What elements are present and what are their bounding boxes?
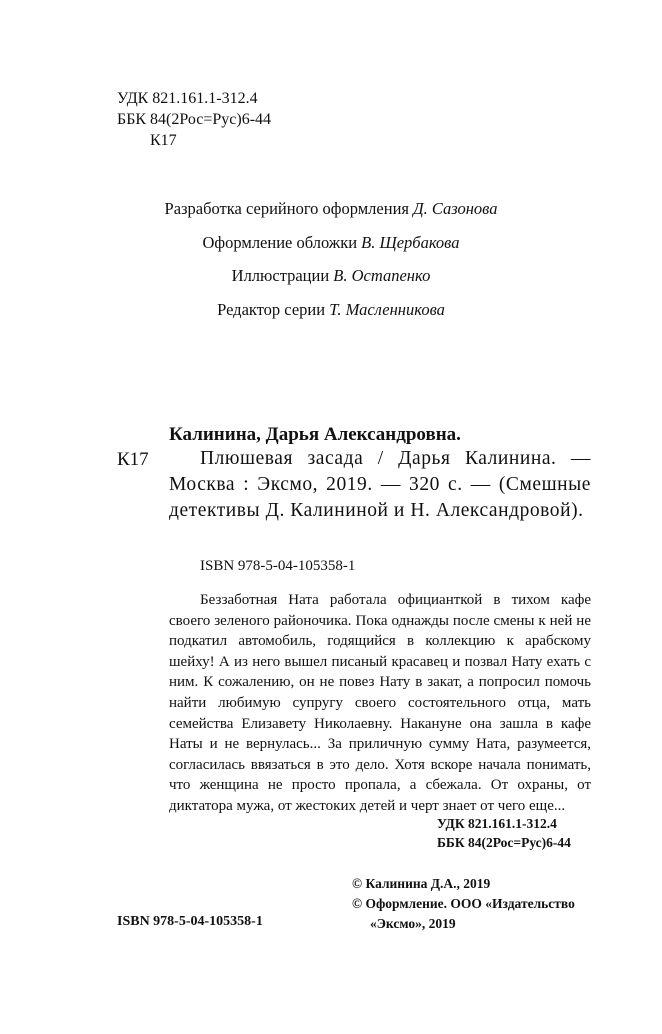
catalog-isbn: ISBN 978-5-04-105358-1 bbox=[200, 558, 356, 574]
credit-label: Оформление обложки bbox=[202, 233, 358, 252]
credit-name: Д. Сазонова bbox=[413, 199, 498, 218]
copyright-author: © Калинина Д.А., 2019 bbox=[352, 876, 491, 891]
catalog-author: Калинина, Дарья Александровна. bbox=[169, 424, 461, 445]
copyright-design-line2: «Эксмо», 2019 bbox=[370, 916, 456, 931]
footer-isbn: ISBN 978-5-04-105358-1 bbox=[117, 914, 263, 929]
annotation bbox=[169, 590, 591, 817]
credit-label: Редактор серии bbox=[217, 300, 326, 319]
annotation-text: Беззаботная Ната работала официанткой в тихом кафе своего зеленого районочика. Пока однажды после смены к ней не подкатил автомобиль, годящийся в коллекцию к арабскому шейху! А из него вышел писаный красавец и позвал Нату ехать с ним. К сожалению, он не повез Нату в закат, а попросил помочь найти любимую супругу своего состоятельного отца, мать семейства Елизавету Николаевну. Накануне она зашла в кафе Наты и не вернулась... За приличную сумму Ната, разумеется, согласилась ввязаться в это дело. Хотя вскоре начала понимать, что женщина не просто пропала, а сбежала. От охраны, от диктатора мужа, от жестоких детей и черт знает от чего еще... bbox=[169, 592, 591, 814]
credit-cover-design bbox=[0, 233, 662, 253]
catalog-code: К17 bbox=[117, 449, 149, 470]
author-code: К17 bbox=[150, 132, 177, 149]
copyright-design-line1: © Оформление. ООО «Издательство bbox=[352, 896, 575, 911]
credit-illustrations bbox=[0, 266, 662, 286]
udk-code: УДК 821.161.1-312.4 bbox=[117, 90, 258, 107]
credit-label: Иллюстрации bbox=[231, 266, 330, 285]
credit-name: В. Щербакова bbox=[361, 233, 460, 252]
annotation-bbk: ББК 84(2Рос=Рус)6-44 bbox=[437, 835, 571, 850]
credit-series-editor bbox=[0, 300, 662, 320]
bbk-code: ББК 84(2Рос=Рус)6-44 bbox=[117, 111, 272, 128]
catalog-description bbox=[169, 446, 591, 524]
catalog-description-text: Плюшевая засада / Дарья Калинина. — Москва : Эксмо, 2019. — 320 с. — (Смешные детективы Д. Калининой и Н. Александровой). bbox=[169, 448, 591, 521]
credit-label: Разработка серийного оформления bbox=[164, 199, 409, 218]
credit-name: Т. Масленникова bbox=[329, 300, 445, 319]
annotation-udk: УДК 821.161.1-312.4 bbox=[437, 816, 557, 831]
credit-series-design bbox=[0, 199, 662, 219]
credit-name: В. Остапенко bbox=[333, 266, 431, 285]
